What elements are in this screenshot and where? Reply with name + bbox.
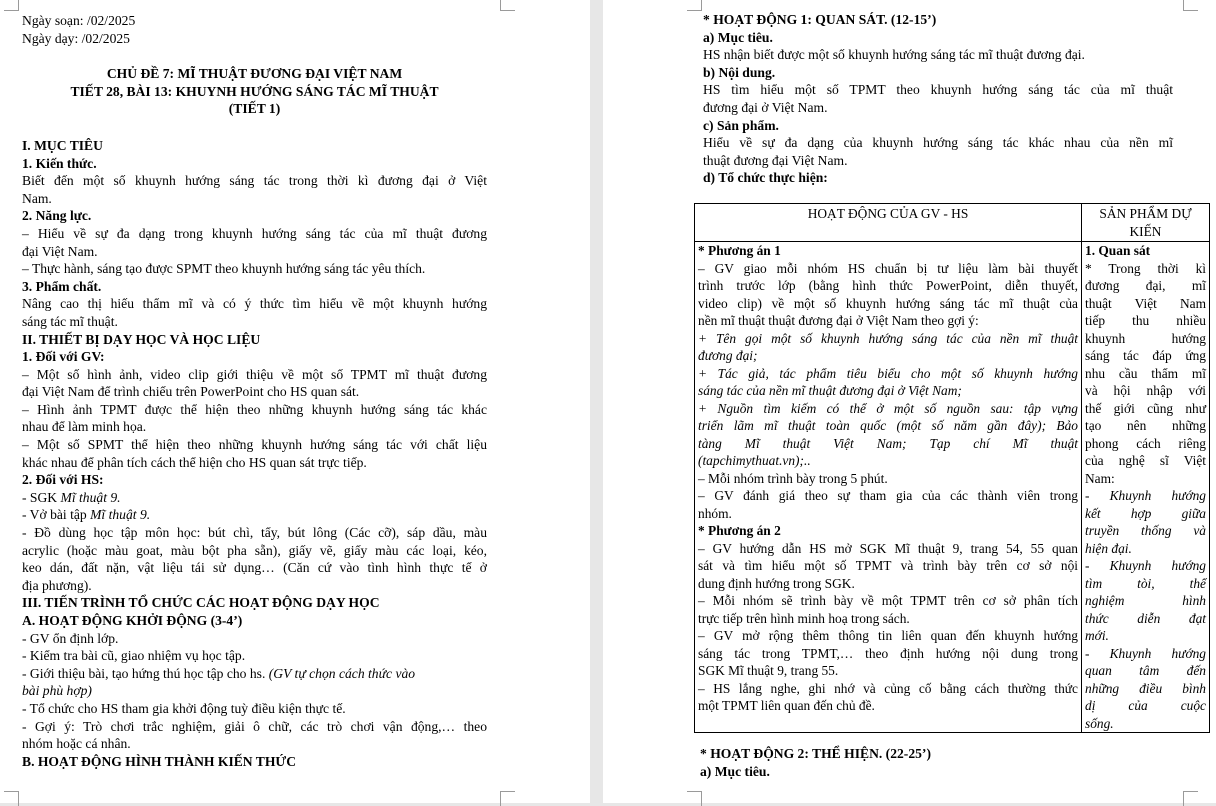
cell-text-line: thuật Việt Nam bbox=[1085, 295, 1206, 311]
table-header-label: HOẠT ĐỘNG CỦA GV - HS bbox=[807, 206, 969, 221]
crop-mark bbox=[500, 0, 515, 11]
paragraph-line: đại Việt Nam để trình chiếu trên PowerPoint cho HS quan sát. bbox=[22, 384, 360, 400]
activity-table bbox=[694, 203, 1210, 733]
cell-text-line: SGK Mĩ thuật 9, trang 55. bbox=[698, 663, 839, 678]
cell-text-line: – GV đánh giá theo sự tham gia của các thành viên trong bbox=[698, 488, 1078, 503]
list-item: - Tổ chức cho HS tham gia khởi động tuỳ điều kiện thực tế. bbox=[22, 700, 346, 716]
cell-text-line: nhóm. bbox=[698, 505, 732, 521]
cell-text-line: sáng tác đáp ứng bbox=[1085, 348, 1206, 363]
cell-text-line: * Phương án 1 bbox=[698, 243, 781, 258]
subsection-heading: 2. Đối với HS: bbox=[22, 472, 104, 488]
doc-subtitle: TIẾT 28, BÀI 13: KHUYNH HƯỚNG SÁNG TÁC MĨ THUẬT bbox=[70, 83, 439, 99]
subsection-heading: c) Sản phẩm. bbox=[703, 117, 779, 133]
subsection-heading: a) Mục tiêu. bbox=[703, 29, 773, 45]
paragraph-line: – Hình ảnh TPMT được thể hiện theo những khuynh hướng sáng tác khác bbox=[22, 401, 487, 417]
crop-mark bbox=[1183, 0, 1198, 11]
cell-text-line: triển lãm mĩ thuật toàn quốc (một số năm gần đây); Bảo bbox=[698, 418, 1078, 433]
cell-text-line: tiếp thu nhiều bbox=[1085, 313, 1206, 328]
cell-text-line: trực tiếp trên hình minh hoạ trong sách. bbox=[698, 610, 910, 626]
cell-text-line: sáng tác của nền mĩ thuật đương đại ở Việt Nam; bbox=[698, 383, 962, 398]
list-item bbox=[22, 506, 487, 524]
paragraph-line: sáng tác mĩ thuật. bbox=[22, 313, 118, 329]
list-item-text: - Giới thiệu bài, tạo hứng thú học tập cho hs. bbox=[22, 665, 269, 681]
cell-text-line: tàng Mĩ thuật Việt Nam; Tạp chí Mĩ thuật bbox=[698, 435, 1078, 451]
cell-text-line: * Phương án 2 bbox=[698, 523, 781, 538]
section-heading: III. TIẾN TRÌNH TỔ CHỨC CÁC HOẠT ĐỘNG DẠY HỌC bbox=[22, 595, 380, 611]
list-item: - Kiểm tra bài cũ, giao nhiệm vụ học tập. bbox=[22, 648, 246, 664]
subsection-heading: 2. Năng lực. bbox=[22, 208, 92, 224]
paragraph-line: – Một số hình ảnh, video clip giới thiệu về một số TPMT mĩ thuật đương bbox=[22, 366, 487, 382]
section-heading: B. HOẠT ĐỘNG HÌNH THÀNH KIẾN THỨC bbox=[22, 753, 297, 769]
crop-mark bbox=[687, 0, 702, 11]
cell-text-line: 1. Quan sát bbox=[1085, 243, 1151, 258]
teach-date: Ngày dạy: /02/2025 bbox=[22, 30, 130, 46]
cell-text-line: dị của cuộc bbox=[1085, 698, 1206, 713]
crop-mark bbox=[500, 791, 515, 806]
cell-text-line: nhu cầu thẩm mĩ bbox=[1085, 365, 1206, 381]
cell-text-line: - Khuynh hướng bbox=[1085, 645, 1206, 661]
paragraph-line: HS nhận biết được một số khuynh hướng sáng tác mĩ thuật đương đại. bbox=[703, 47, 1085, 63]
paragraph-line: Nâng cao thị hiếu thẩm mĩ và có ý thức tìm hiểu về một khuynh hướng bbox=[22, 296, 487, 312]
paragraph-line: đại Việt Nam. bbox=[22, 243, 98, 259]
subsection-heading: b) Nội dung. bbox=[703, 64, 776, 80]
paragraph-line: – Hiểu về sự đa dạng trong khuynh hướng sáng tác của mĩ thuật đương bbox=[22, 225, 487, 241]
crop-mark bbox=[4, 0, 19, 11]
prep-date: Ngày soạn: /02/2025 bbox=[22, 13, 136, 28]
cell-text-line: * Trong thời kì bbox=[1085, 260, 1206, 276]
list-item: - GV ổn định lớp. bbox=[22, 630, 119, 646]
section-heading: I. MỤC TIÊU bbox=[22, 137, 103, 153]
cell-text-line: Nam: bbox=[1085, 470, 1115, 486]
list-item-text: - Vở bài tập bbox=[22, 507, 91, 523]
teacher-student-activity-cell bbox=[695, 242, 1082, 733]
cell-text-line: khuynh hướng bbox=[1085, 330, 1206, 346]
crop-mark bbox=[687, 791, 702, 806]
italic-note: (GV tự chọn cách thức vào bbox=[268, 665, 416, 681]
book-title: Mĩ thuật 9. bbox=[90, 507, 151, 523]
doc-title: CHỦ ĐỀ 7: MĨ THUẬT ĐƯƠNG ĐẠI VIỆT NAM bbox=[106, 66, 403, 82]
paragraph-line: đương đại ở Việt Nam. bbox=[703, 99, 828, 115]
cell-text-line: – GV mở rộng thêm thông tin liên quan đến khuynh hướng bbox=[698, 628, 1078, 643]
subsection-heading: 1. Kiến thức. bbox=[22, 155, 97, 171]
cell-text-line: sống. bbox=[1085, 715, 1114, 731]
cell-text-line: của nghệ sĩ Việt bbox=[1085, 453, 1206, 468]
paragraph-line: keo dán, đất nặn, vật liệu tái sử dụng… (Căn cứ vào tình hình thực tế ở bbox=[22, 560, 487, 576]
doc-subtitle-part: (TIẾT 1) bbox=[228, 101, 281, 117]
cell-text-line: trình trước lớp (bằng hình thức PowerPoint, diễn thuyết, bbox=[698, 278, 1078, 293]
cell-text-line: – Mỗi nhóm trình bày trong 5 phút. bbox=[698, 470, 888, 486]
cell-text-line: - Khuynh hướng bbox=[1085, 488, 1206, 503]
cell-text-line: thế giới cũng như bbox=[1085, 400, 1206, 416]
table-header-cell bbox=[1082, 204, 1210, 242]
paragraph-line: – Một số SPMT thể hiện theo những khuynh hướng sáng tác với chất liệu bbox=[22, 437, 487, 453]
cell-text-line: dung định hướng trong SGK. bbox=[698, 575, 855, 591]
list-item-text: - SGK bbox=[22, 489, 61, 505]
paragraph-line: acrylic (hoặc màu goat, màu bột pha sẵn), giấy vẽ, giấy màu các loại, kéo, bbox=[22, 542, 487, 558]
list-item bbox=[22, 665, 487, 683]
cell-text-line: và hội nhập với bbox=[1085, 383, 1206, 398]
list-item bbox=[22, 489, 487, 507]
subsection-heading: a) Mục tiêu. bbox=[700, 763, 770, 779]
paragraph-line: nhóm hoặc cá nhân. bbox=[22, 736, 131, 752]
cell-text-line: - Khuynh hướng bbox=[1085, 558, 1206, 573]
paragraph-line: - Đồ dùng học tập môn học: bút chì, tẩy, bút lông (Các cỡ), sáp dầu, màu bbox=[22, 525, 487, 541]
cell-text-line: – Mỗi nhóm sẽ trình bày về một TPMT trên cơ sở phân tích bbox=[698, 593, 1078, 608]
subsection-heading: A. HOẠT ĐỘNG KHỞI ĐỘNG (3-4’) bbox=[22, 613, 243, 628]
activity-heading: * HOẠT ĐỘNG 2: THỂ HIỆN. (22-25’) bbox=[700, 746, 931, 761]
activity-heading: * HOẠT ĐỘNG 1: QUAN SÁT. (12-15’) bbox=[703, 12, 937, 27]
list-item: - Gợi ý: Trò chơi trắc nghiệm, giải ô chữ, các trò chơi vận động,… theo bbox=[22, 718, 487, 734]
paragraph-line: Hiểu về sự đa dạng của khuynh hướng sáng tác khác nhau của nền mĩ bbox=[703, 135, 1173, 151]
cell-text-line: – HS lắng nghe, ghi nhớ và củng cố bằng cách thường thức bbox=[698, 680, 1078, 696]
italic-note: bài phù hợp) bbox=[22, 683, 92, 699]
paragraph-line: thuật đương đại Việt Nam. bbox=[703, 152, 848, 168]
cell-text-line: video clip) về một số khuynh hướng sáng tác mĩ thuật của bbox=[698, 295, 1078, 311]
paragraph-line: địa phương). bbox=[22, 577, 92, 593]
paragraph-line: nhau để làm minh họa. bbox=[22, 419, 147, 435]
cell-text-line: quan tâm đến bbox=[1085, 663, 1206, 678]
paragraph-line: Nam. bbox=[22, 190, 52, 206]
subsection-heading: 1. Đối với GV: bbox=[22, 349, 105, 365]
table-header-cell bbox=[695, 204, 1082, 242]
right-page-text bbox=[703, 11, 1173, 187]
table-header-row bbox=[695, 204, 1210, 242]
cell-text-line: – GV giao mỗi nhóm HS chuẩn bị tư liệu làm bài thuyết bbox=[698, 260, 1078, 276]
cell-text-line: sáng tác trong TPMT,… theo định hướng nội dung trong bbox=[698, 645, 1078, 661]
section-heading: II. THIẾT BỊ DẠY HỌC VÀ HỌC LIỆU bbox=[22, 331, 261, 347]
paragraph-line: khác nhau để phân tích cách thể hiện cho HS quan sát trực tiếp. bbox=[22, 454, 367, 470]
table-header-label: KIẾN bbox=[1129, 223, 1162, 239]
cell-text-line: sát và tìm hiểu một số TPMT và trình bày trên cơ sở nội bbox=[698, 558, 1078, 573]
right-page-footer-text bbox=[700, 745, 1170, 780]
cell-text-line: nền mĩ thuật thuật đương đại ở Việt Nam theo gợi ý: bbox=[698, 313, 979, 328]
cell-text-line: kết hợp giữa bbox=[1085, 505, 1206, 521]
table-header-label: SẢN PHẨM DỰ bbox=[1099, 206, 1192, 221]
cell-text-line: tạo nên những bbox=[1085, 418, 1206, 433]
left-page-text bbox=[22, 12, 487, 770]
book-title: Mĩ thuật 9. bbox=[60, 489, 121, 505]
cell-text-line: + Tên gọi một số khuynh hướng sáng tác của nền mĩ thuật bbox=[698, 330, 1078, 346]
crop-mark bbox=[1183, 791, 1198, 806]
cell-text-line: + Tác giả, tác phẩm tiêu biểu cho một số khuynh hướng bbox=[698, 365, 1078, 381]
cell-text-line: đương đại, mĩ bbox=[1085, 278, 1206, 293]
cell-text-line: thức diễn đạt bbox=[1085, 610, 1206, 626]
paragraph-line: Biết đến một số khuynh hướng sáng tác trong thời kì đương đại ở Việt bbox=[22, 173, 487, 189]
cell-text-line: một TPMT liên quan đến chủ đề. bbox=[698, 698, 875, 713]
table-row bbox=[695, 242, 1210, 733]
cell-text-line: đương đại; bbox=[698, 348, 758, 363]
cell-text-line: những điều bình bbox=[1085, 680, 1206, 696]
cell-text-line: hiện đại. bbox=[1085, 540, 1132, 556]
expected-product-cell bbox=[1082, 242, 1210, 733]
paragraph-line: HS tìm hiểu một số TPMT theo khuynh hướng sáng tác của mĩ thuật bbox=[703, 82, 1173, 98]
cell-text-line: mới. bbox=[1085, 628, 1109, 643]
paragraph-line: – Thực hành, sáng tạo được SPMT theo khuynh hướng sáng tác yêu thích. bbox=[22, 261, 426, 277]
cell-text-line: tìm tòi, thể bbox=[1085, 575, 1206, 591]
cell-text-line: – GV hướng dẫn HS mở SGK Mĩ thuật 9, trang 54, 55 quan bbox=[698, 540, 1078, 556]
cell-text-line: truyền thống và bbox=[1085, 523, 1206, 538]
subsection-heading: d) Tổ chức thực hiện: bbox=[703, 170, 828, 186]
cell-text-line: phong cách riêng bbox=[1085, 435, 1206, 451]
cell-text-line: (tapchimythuat.vn);.. bbox=[698, 453, 811, 468]
cell-text-line: nghiệm hình bbox=[1085, 593, 1206, 608]
crop-mark bbox=[4, 791, 19, 806]
subsection-heading: 3. Phẩm chất. bbox=[22, 278, 102, 294]
cell-text-line: + Nguồn tìm kiếm có thể ở một số nguồn sau: tập vựng bbox=[698, 400, 1078, 416]
